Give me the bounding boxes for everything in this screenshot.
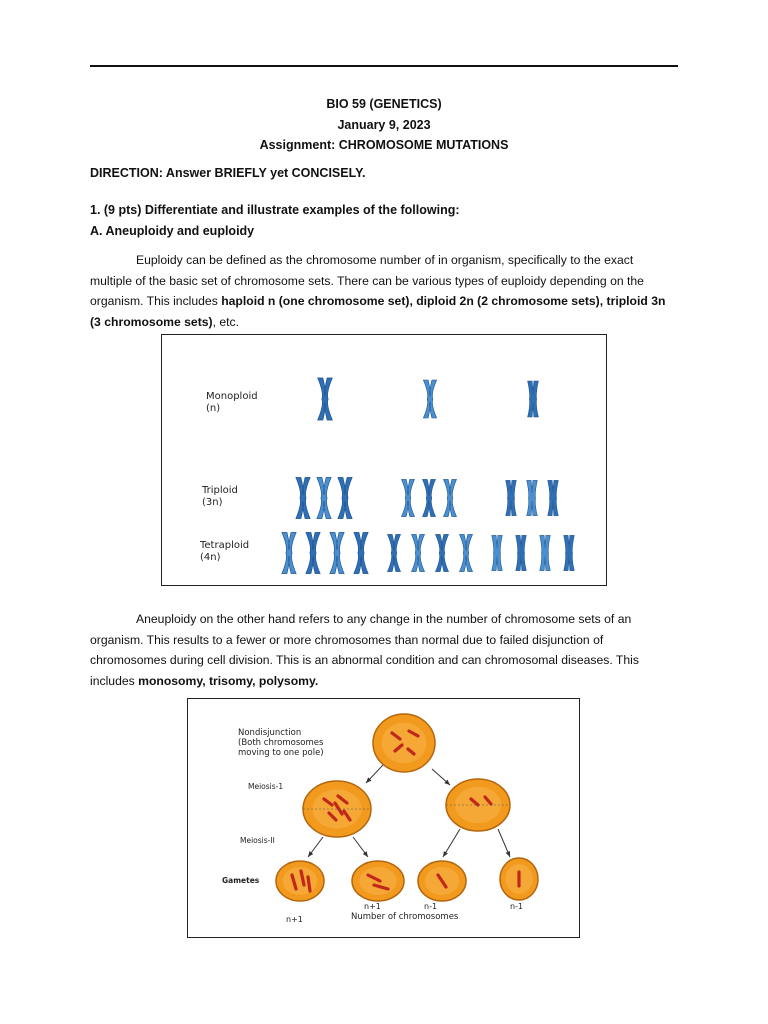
arrow-head (443, 851, 448, 857)
gamete-label-4: n-1 (510, 902, 524, 911)
nondisjunction-illustration (188, 699, 579, 937)
chromosome-icon (528, 381, 539, 417)
chromosome-icon (411, 534, 424, 571)
tetraploid-sub: (4n) (200, 552, 221, 563)
chromosome-icon (548, 480, 559, 515)
euploidy-end-text: , etc. (212, 314, 240, 329)
arrow-head (308, 851, 313, 857)
chromosome-mark (308, 877, 310, 891)
gamete-label-1: n+1 (286, 915, 303, 924)
triploid-sub: (3n) (202, 497, 223, 508)
chromosome-icon (540, 535, 551, 570)
nondisjunction-note-2: (Both chromosomes (238, 738, 324, 748)
aneuploidy-text: Aneuploidy on the other hand refers to any change in the number of chromosome sets of an organism. This results to a fewer or more chromosomes than normal due to failed disjunction of chromosomes during cell division. This is an abnormal condition and can chromosomal diseases. This includes (90, 612, 639, 688)
chromosome-number-caption: Number of chromosomes (351, 912, 459, 922)
euploidy-text: Euploidy can be defined as the chromosome number of in organism, specifically to the exact multiple of the basic set of chromosome sets. There can be various types of euploidy depending on the organism. This includes (90, 253, 644, 308)
chromosome-icon (564, 535, 575, 570)
assignment-title: Assignment: CHROMOSOME MUTATIONS (259, 138, 509, 152)
direction-text: DIRECTION: Answer BRIEFLY yet CONCISELY. (90, 166, 366, 180)
chromosome-icon (401, 479, 414, 516)
top-rule (90, 65, 678, 67)
gametes-label: Gametes (222, 876, 260, 885)
document-header (90, 94, 678, 156)
chromosome-icon (527, 480, 538, 515)
aneuploidy-bold-text: monosomy, trisomy, polysomy. (138, 673, 319, 688)
euploidy-paragraph (90, 250, 670, 332)
chromosome-icon (387, 534, 400, 571)
chromosome-icon (516, 535, 527, 570)
chromosome-icon (443, 479, 456, 516)
chromosome-icon (338, 477, 352, 518)
chromosome-icon (282, 532, 296, 573)
tetraploid-label: Tetraploid (200, 540, 250, 551)
chromosome-layer (282, 378, 574, 574)
chromosome-icon (423, 380, 436, 418)
question-part-a: A. Aneuploidy and euploidy (90, 223, 255, 238)
euploidy-figure (161, 334, 607, 586)
question-block (90, 200, 460, 241)
euploidy-bold-text: haploid n (one chromosome set), diploid 2n (2 chromosome sets), triploid 3n (3 chromosome sets) (90, 294, 666, 329)
gamete-label-2: n+1 (364, 902, 381, 911)
chromosome-icon (296, 477, 310, 518)
chromosome-icon (435, 534, 448, 571)
question-title: 1. (9 pts) Differentiate and illustrate examples of the following: (90, 203, 460, 217)
chromosome-icon (306, 532, 320, 573)
chromosome-icon (330, 532, 344, 573)
arrow-head (363, 851, 368, 857)
monoploid-sub: (n) (206, 403, 221, 414)
meiosis1-label: Meiosis-1 (248, 782, 284, 791)
chromosome-icon (318, 378, 333, 420)
chromosome-icon (492, 535, 503, 570)
meiosis2-label: Meiosis-II (240, 836, 275, 845)
euploidy-illustration (162, 335, 606, 585)
chromosome-icon (506, 480, 517, 515)
monoploid-label: Monoploid (206, 391, 258, 402)
chromosome-icon (354, 532, 368, 573)
assignment-date: January 9, 2023 (337, 117, 431, 132)
triploid-label: Triploid (202, 485, 238, 496)
gamete-label-3: n-1 (424, 902, 438, 911)
nondisjunction-note-1: Nondisjunction (238, 728, 302, 738)
course-title: BIO 59 (GENETICS) (326, 97, 442, 111)
chromosome-icon (317, 477, 331, 518)
parent-cell-inner (382, 723, 427, 764)
chromosome-icon (422, 479, 435, 516)
chromosome-icon (459, 534, 472, 571)
nondisjunction-note-3: moving to one pole) (238, 748, 324, 758)
aneuploidy-paragraph (90, 609, 670, 691)
nondisjunction-figure (187, 698, 580, 938)
